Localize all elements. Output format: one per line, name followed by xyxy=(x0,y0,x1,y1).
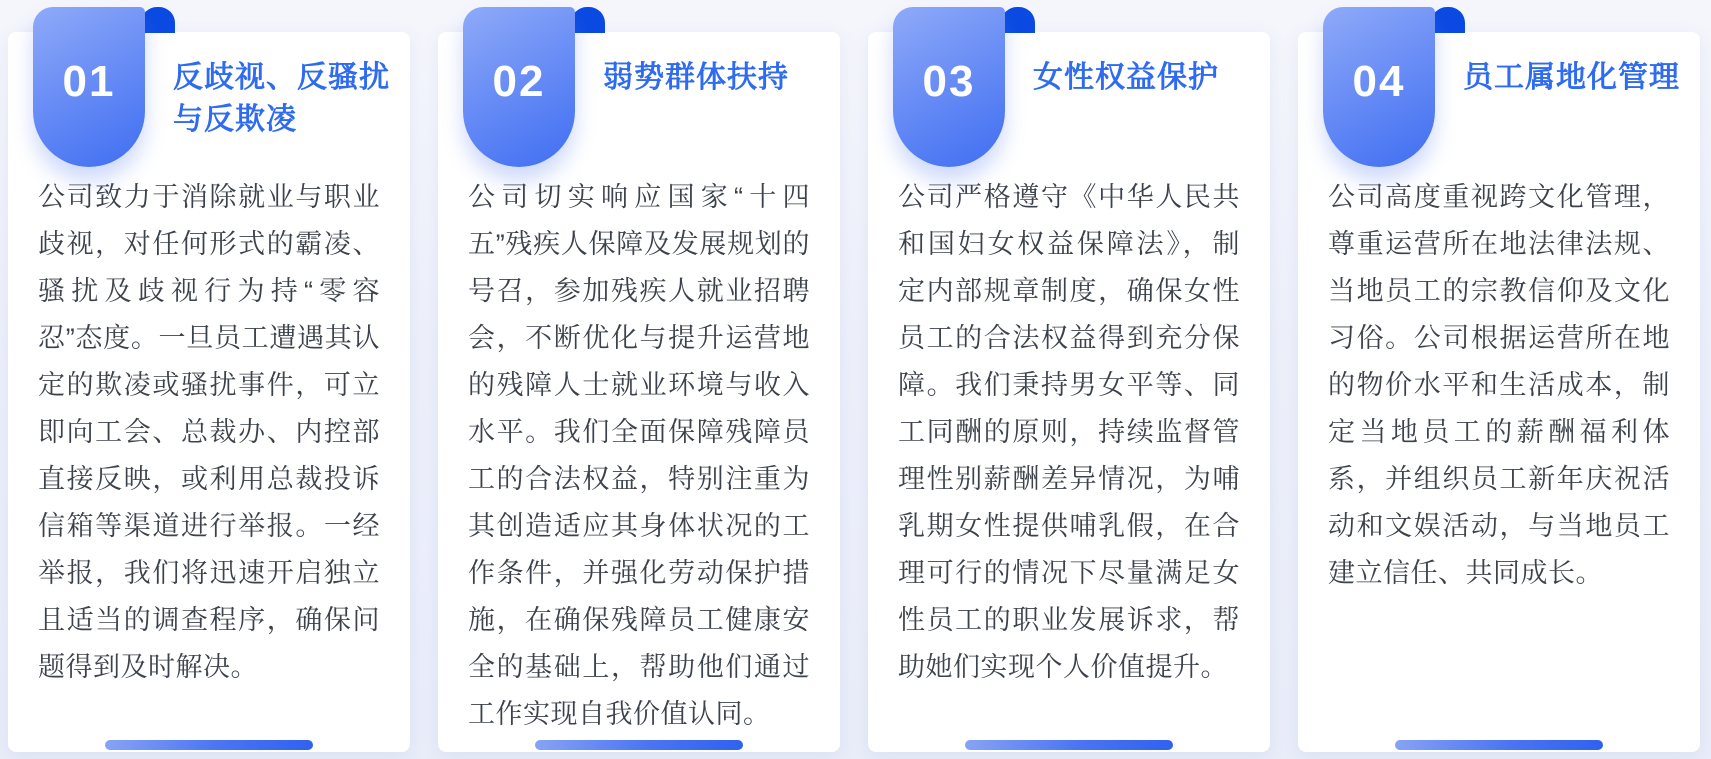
policy-card-3 xyxy=(868,32,1270,752)
card-number: 03 xyxy=(922,57,976,106)
card-body-text: 公司高度重视跨文化管理，尊重运营所在地法律法规、当地员工的宗教信仰及文化习俗。公司根据运营所在地的物价水平和生活成本，制定当地员工的薪酬福利体系，并组织员工新年庆祝活动和文娱活动，与当地员工建立信任、共同成长。 xyxy=(1328,182,1670,588)
policy-card-2 xyxy=(438,32,840,752)
ribbon-fold-icon xyxy=(1431,7,1465,33)
number-ribbon-icon xyxy=(1323,7,1435,167)
card-header xyxy=(438,32,840,147)
number-ribbon-icon xyxy=(893,7,1005,167)
card-number: 02 xyxy=(492,57,546,106)
card-header xyxy=(1298,32,1700,147)
policy-card-4 xyxy=(1298,32,1700,752)
accent-underline xyxy=(105,740,313,750)
card-number: 04 xyxy=(1352,57,1406,106)
ribbon-fold-icon xyxy=(1001,7,1035,33)
card-body-text: 公司切实响应国家“十四五”残疾人保障及发展规划的号召，参加残疾人就业招聘会，不断优化与提升运营地的残障人士就业环境与收入水平。我们全面保障残障员工的合法权益，特别注重为其创造适应其身体状况的工作条件，并强化劳动保护措施，在确保残障员工健康安全的基础上，帮助他们通过工作实现自我价值认同。 xyxy=(468,182,810,729)
policy-card-1 xyxy=(8,32,410,752)
ribbon-fold-icon xyxy=(571,7,605,33)
card-number: 01 xyxy=(62,57,116,106)
accent-underline xyxy=(1395,740,1603,750)
ribbon-fold-icon xyxy=(141,7,175,33)
card-title: 女性权益保护 xyxy=(1033,61,1219,94)
card-title: 反歧视、反骚扰与反欺凌 xyxy=(173,61,390,136)
accent-underline xyxy=(535,740,743,750)
card-header xyxy=(868,32,1270,147)
card-header xyxy=(8,32,410,147)
card-body-text: 公司严格遵守《中华人民共和国妇女权益保障法》，制定内部规章制度，确保女性员工的合法权益得到充分保障。我们秉持男女平等、同工同酬的原则，持续监督管理性别薪酬差异情况，为哺乳期女性提供哺乳假，在合理可行的情况下尽量满足女性员工的职业发展诉求，帮助她们实现个人价值提升。 xyxy=(898,182,1240,682)
card-title: 员工属地化管理 xyxy=(1463,61,1680,94)
card-title: 弱势群体扶持 xyxy=(603,61,789,94)
number-ribbon-icon xyxy=(463,7,575,167)
card-body-text: 公司致力于消除就业与职业歧视，对任何形式的霸凌、骚扰及歧视行为持“零容忍”态度。一旦员工遭遇其认定的欺凌或骚扰事件，可立即向工会、总裁办、内控部直接反映，或利用总裁投诉信箱等渠道进行举报。一经举报，我们将迅速开启独立且适当的调查程序，确保问题得到及时解决。 xyxy=(38,182,380,682)
number-ribbon-icon xyxy=(33,7,145,167)
accent-underline xyxy=(965,740,1173,750)
